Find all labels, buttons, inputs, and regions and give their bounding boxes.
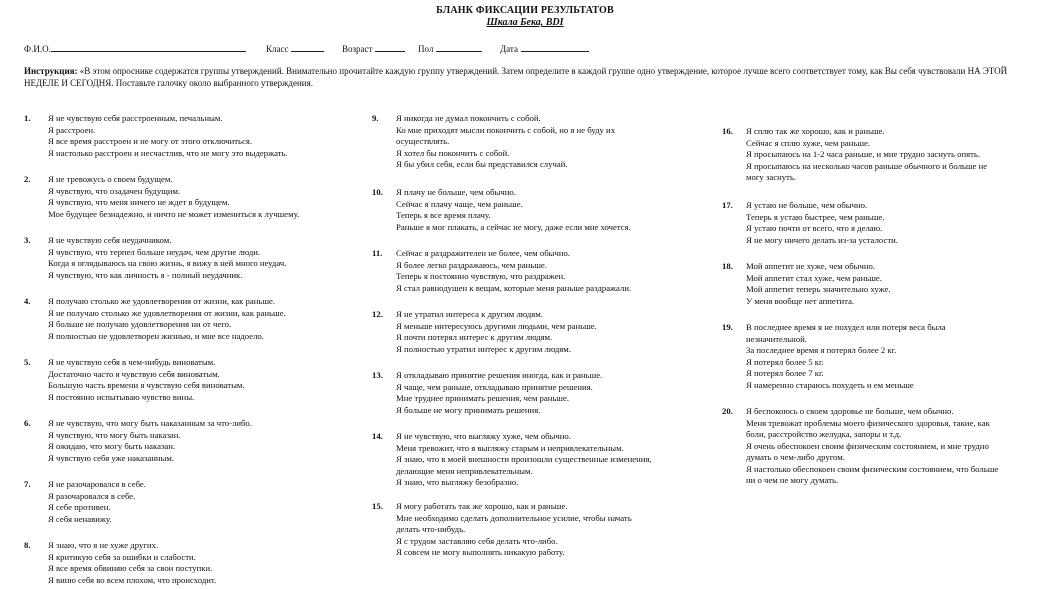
answer-statement[interactable]: Теперь я все время плачу. xyxy=(396,210,491,220)
answer-statement[interactable]: думать о чем-либо другом. xyxy=(746,452,845,462)
answer-statement[interactable]: Я сплю так же хорошо, как и раньше. xyxy=(746,126,885,136)
answer-statement[interactable]: могу заснуть. xyxy=(746,172,796,182)
fio-field[interactable] xyxy=(24,42,246,54)
question-number: 10. xyxy=(372,187,383,197)
sex-input-line[interactable] xyxy=(436,42,482,52)
statement-list xyxy=(48,540,216,586)
answer-statement[interactable]: Я беспокоюсь о своем здоровье не больше, чем обычно. xyxy=(746,406,954,416)
answer-statement[interactable]: Я устаю не больше, чем обычно. xyxy=(746,200,868,210)
answer-statement[interactable]: Я чувствую, что как личность я - полный неудачник. xyxy=(48,269,243,280)
answer-statement[interactable]: Ко мне приходят мысли покончить с собой, но я не буду их xyxy=(396,124,616,135)
fio-input-line[interactable] xyxy=(51,42,246,52)
statement-list xyxy=(48,418,252,464)
answer-statement[interactable]: Я знаю, что выгляжу безобразно. xyxy=(396,477,519,487)
sex-field[interactable] xyxy=(418,42,482,54)
answer-statement[interactable]: Я чувствую, что меня ничего не ждет в будущем. xyxy=(48,197,230,207)
question-number: 18. xyxy=(722,261,733,271)
question-number: 3. xyxy=(24,235,31,245)
question-item xyxy=(372,370,602,416)
answer-statement[interactable]: Я все время расстроен и не могу от этого отключиться. xyxy=(48,136,253,146)
answer-statement[interactable]: Сейчас я плачу чаще, чем раньше. xyxy=(396,198,523,209)
question-item xyxy=(372,113,615,171)
answer-statement[interactable]: Я себя ненавижу. xyxy=(48,513,112,524)
statement-list xyxy=(48,296,286,342)
question-number: 16. xyxy=(722,126,733,136)
answer-statement[interactable]: делающие меня непривлекательным. xyxy=(396,465,533,476)
answer-statement[interactable]: Мне необходимо сделать дополнительное усилие, чтобы начать xyxy=(396,512,632,523)
statement-list xyxy=(48,357,245,403)
answer-statement[interactable]: Я ожидаю, что могу быть наказан. xyxy=(48,441,176,451)
question-item xyxy=(24,296,286,342)
question-number: 8. xyxy=(24,540,31,550)
answer-statement[interactable]: Я никогда не думал покончить с собой. xyxy=(396,113,541,123)
answer-statement[interactable]: делать что-нибудь. xyxy=(396,524,466,534)
statement-list xyxy=(746,322,946,391)
answer-statement[interactable]: Я себе противен. xyxy=(48,502,111,512)
question-item xyxy=(722,261,891,307)
answer-statement[interactable]: Я плачу не больше, чем обычно. xyxy=(396,187,516,197)
answer-statement[interactable]: Я полностью утратил интерес к другим людям. xyxy=(396,343,571,354)
answer-statement[interactable]: Я намеренно стараюсь похудеть и ем меньше xyxy=(746,379,914,390)
answer-statement[interactable]: боли, расстройство желудка, запоры и т.д. xyxy=(746,429,902,439)
answer-statement[interactable]: Я чувствую, что терпел больше неудач, чем другие люди. xyxy=(48,246,261,257)
answer-statement[interactable]: Я меньше интересуюсь другими людьми, чем раньше. xyxy=(396,320,597,331)
answer-statement[interactable]: Я откладываю принятие решения иногда, как и раньше. xyxy=(396,370,603,380)
answer-statement[interactable]: Я совсем не могу выполнять никакую работу. xyxy=(396,547,565,557)
date-input-line[interactable] xyxy=(521,42,589,52)
answer-statement[interactable]: В последнее время я не похудел или потеря веса была xyxy=(746,322,946,332)
question-number: 2. xyxy=(24,174,31,184)
answer-statement[interactable]: Я чаще, чем раньше, откладываю принятие решения. xyxy=(396,381,593,392)
answer-statement[interactable]: Я почти потерял интерес к другим людям. xyxy=(396,332,553,342)
statement-list xyxy=(396,309,597,355)
question-number: 7. xyxy=(24,479,31,489)
answer-statement[interactable]: Я не разочаровался в себе. xyxy=(48,479,146,489)
instruction-label: Инструкция: xyxy=(24,66,78,76)
question-item xyxy=(722,322,946,391)
answer-statement[interactable]: ни о чем не могу думать. xyxy=(746,475,839,485)
question-item xyxy=(24,357,245,403)
answer-statement[interactable]: Я больше не получаю удовлетворения ни от чего. xyxy=(48,319,232,329)
answer-statement[interactable]: Я чувствую, что могу быть наказан. xyxy=(48,429,181,440)
answer-statement[interactable]: Я бы убил себя, если бы представился случай. xyxy=(396,159,568,169)
answer-statement[interactable]: Я хотел бы покончить с собой. xyxy=(396,147,510,158)
statement-list xyxy=(48,235,286,281)
answer-statement[interactable]: Я не чувствую, что выгляжу хуже, чем обычно. xyxy=(396,431,571,441)
answer-statement[interactable]: Я виню себя во всем плохом, что происходит. xyxy=(48,574,217,585)
question-number: 9. xyxy=(372,113,379,123)
statement-list xyxy=(746,261,891,307)
statement-list xyxy=(396,113,615,171)
statement-list xyxy=(746,126,987,184)
answer-statement[interactable]: Я не чувствую, что могу быть наказанным за что-либо. xyxy=(48,418,252,428)
class-field[interactable] xyxy=(266,42,324,54)
statement-list xyxy=(48,174,299,220)
answer-statement[interactable]: Я не чувствую себя расстроенным, печальным. xyxy=(48,113,223,123)
answer-statement[interactable]: Я больше не могу принимать решения. xyxy=(396,404,541,415)
date-label: Дата xyxy=(500,44,518,54)
answer-statement[interactable]: Я не тревожусь о своем будущем. xyxy=(48,174,173,184)
question-item xyxy=(722,200,898,246)
answer-statement[interactable]: Я получаю столько же удовлетворения от жизни, как раньше. xyxy=(48,296,276,306)
answer-statement[interactable]: Я все время обвиняю себя за свои поступки. xyxy=(48,563,213,573)
answer-statement[interactable]: Я разочаровался в себе. xyxy=(48,490,136,501)
answer-statement[interactable]: Теперь я постоянно чувствую, что раздражен. xyxy=(396,271,566,281)
question-number: 12. xyxy=(372,309,383,319)
statement-list xyxy=(396,187,631,233)
age-input-line[interactable] xyxy=(375,42,405,52)
question-item xyxy=(372,187,631,233)
answer-statement[interactable]: незначительной. xyxy=(746,333,807,344)
question-item xyxy=(24,174,299,220)
statement-list xyxy=(396,431,652,489)
answer-statement[interactable]: Я очень обеспокоен своим физическим состоянием, и мне трудно xyxy=(746,440,989,451)
answer-statement[interactable]: Мой аппетит теперь значительно хуже. xyxy=(746,284,891,294)
answer-statement[interactable]: Я стал равнодушен к вещам, которые меня раньше раздражали. xyxy=(396,282,632,293)
answer-statement[interactable]: Я не могу ничего делать из-за усталости. xyxy=(746,234,898,245)
statement-list xyxy=(396,501,632,559)
answer-statement[interactable]: Мой аппетит не хуже, чем обычно. xyxy=(746,261,876,271)
question-number: 11. xyxy=(372,248,383,258)
question-item xyxy=(24,479,146,525)
answer-statement[interactable]: Я постоянно испытываю чувство вины. xyxy=(48,391,195,402)
answer-statement[interactable]: Я не чувствую себя неудачником. xyxy=(48,235,172,245)
answer-statement[interactable]: Достаточно часто я чувствую себя виноватым. xyxy=(48,368,220,379)
answer-statement[interactable]: Большую часть времени я чувствую себя виноватым. xyxy=(48,380,245,390)
statement-list xyxy=(746,406,998,487)
question-number: 4. xyxy=(24,296,31,306)
answer-statement[interactable]: Я настолько расстроен и несчастлив, что не могу это выдержать. xyxy=(48,147,288,158)
question-number: 13. xyxy=(372,370,383,380)
instruction-paragraph xyxy=(24,66,1029,89)
age-label: Возраст xyxy=(342,44,373,54)
statement-list xyxy=(746,200,898,246)
question-number: 20. xyxy=(722,406,733,416)
class-input-line[interactable] xyxy=(291,42,324,52)
question-item xyxy=(372,431,652,489)
answer-statement[interactable]: Меня тревожит, что я выгляжу старым и непривлекательным. xyxy=(396,442,624,453)
answer-statement[interactable]: Я не получаю столько же удовлетворения от жизни, как раньше. xyxy=(48,307,286,318)
answer-statement[interactable]: Я полностью не удовлетворен жизнью, и мне все надоело. xyxy=(48,330,264,341)
answer-statement[interactable]: Я просыпаюсь на 1-2 часа раньше, и мне трудно заснуть опять. xyxy=(746,149,981,159)
question-number: 1. xyxy=(24,113,31,123)
answer-statement[interactable]: Я чувствую себя уже наказанным. xyxy=(48,452,175,463)
answer-statement[interactable]: Мой аппетит стал хуже, чем раньше. xyxy=(746,272,882,283)
answer-statement[interactable]: Я устаю почти от всего, что я делаю. xyxy=(746,223,883,233)
answer-statement[interactable]: Я потерял более 5 кг. xyxy=(746,356,824,367)
question-item xyxy=(24,235,286,281)
question-number: 14. xyxy=(372,431,383,441)
question-number: 6. xyxy=(24,418,31,428)
question-item xyxy=(24,540,216,586)
answer-statement[interactable]: Я могу работать так же хорошо, как и раньше. xyxy=(396,501,568,511)
fio-label: Ф.И.О. xyxy=(24,44,51,54)
question-item xyxy=(372,501,632,559)
statement-list xyxy=(396,248,631,294)
answer-statement[interactable]: Я настолько обеспокоен своим физическим состоянием, что больше xyxy=(746,463,999,474)
answer-statement[interactable]: Я критикую себя за ошибки и слабости. xyxy=(48,551,196,562)
statement-list xyxy=(48,479,146,525)
instruction-text: «В этом опроснике содержатся группы утверждений. Внимательно прочитайте каждую группу утверждений. Затем определите в каждой группе одно утверждение, которое лучше всего соответствует тому, как Вы себя чувствовали НА ЭТОЙ НЕДЕЛЕ И СЕГОДНЯ. Поставьте галочку около выбранного утверждения. xyxy=(24,66,1008,88)
question-number: 15. xyxy=(372,501,383,511)
age-field[interactable] xyxy=(342,42,405,54)
answer-statement[interactable]: Я более легко раздражаюсь, чем раньше. xyxy=(396,259,547,270)
answer-statement[interactable]: Я не чувствую себя в чем-нибудь виноватым. xyxy=(48,357,216,367)
answer-statement[interactable]: Я с трудом заставляю себя делать что-либо. xyxy=(396,535,558,546)
answer-statement[interactable]: Когда я оглядываюсь на свою жизнь, я вижу в ней много неудач. xyxy=(48,258,287,268)
answer-statement[interactable]: Я знаю, что в моей внешности произошли существенные изменения, xyxy=(396,454,652,464)
answer-statement[interactable]: Я расстроен. xyxy=(48,124,96,135)
form-title: БЛАНК ФИКСАЦИИ РЕЗУЛЬТАТОВ xyxy=(436,5,614,16)
question-item xyxy=(722,406,998,487)
class-label: Класс xyxy=(266,44,289,54)
answer-statement[interactable]: За последнее время я потерял более 2 кг. xyxy=(746,345,897,355)
question-number: 17. xyxy=(722,200,733,210)
question-item xyxy=(372,309,597,355)
answer-statement[interactable]: У меня вообще нет аппетита. xyxy=(746,295,855,306)
answer-statement[interactable]: Я чувствую, что озадачен будущим. xyxy=(48,185,181,196)
answer-statement[interactable]: Меня тревожат проблемы моего физического здоровья, такие, как xyxy=(746,417,990,428)
question-item xyxy=(24,418,252,464)
answer-statement[interactable]: Теперь я устаю быстрее, чем раньше. xyxy=(746,211,885,222)
answer-statement[interactable]: Сейчас я сплю хуже, чем раньше. xyxy=(746,137,871,148)
question-item xyxy=(722,126,987,184)
answer-statement[interactable]: Я не утратил интереса к другим людям. xyxy=(396,309,543,319)
date-field[interactable] xyxy=(500,42,589,54)
answer-statement[interactable]: осуществлять. xyxy=(396,136,450,146)
question-number: 5. xyxy=(24,357,31,367)
answer-statement[interactable]: Я знаю, что я не хуже других. xyxy=(48,540,159,550)
statement-list xyxy=(48,113,288,159)
answer-statement[interactable]: Я потерял более 7 кг. xyxy=(746,368,824,378)
answer-statement[interactable]: Мое будущее безнадежно, и ничто не может измениться к лучшему. xyxy=(48,208,300,219)
question-item xyxy=(24,113,288,159)
answer-statement[interactable]: Мне труднее принимать решения, чем раньше. xyxy=(396,393,570,403)
answer-statement[interactable]: Я просыпаюсь на несколько часов раньше обычного и больше не xyxy=(746,160,988,171)
answer-statement[interactable]: Сейчас я раздражителен не более, чем обычно. xyxy=(396,248,570,258)
sex-label: Пол xyxy=(418,44,434,54)
form-subtitle: Шкала Бека, BDI xyxy=(486,17,564,28)
question-number: 19. xyxy=(722,322,733,332)
answer-statement[interactable]: Раньше я мог плакать, а сейчас не могу, даже если мне хочется. xyxy=(396,221,631,232)
question-item xyxy=(372,248,631,294)
statement-list xyxy=(396,370,602,416)
